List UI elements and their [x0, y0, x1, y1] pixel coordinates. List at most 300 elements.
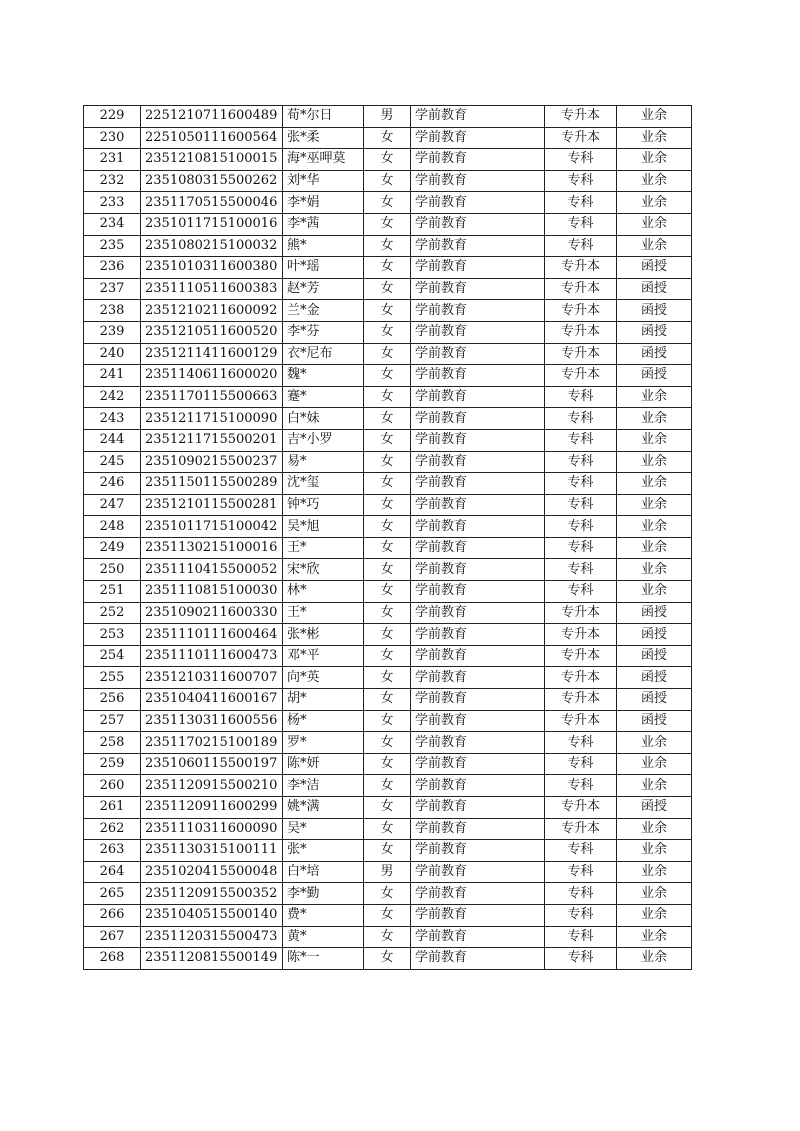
study-mode-cell: 函授 [617, 278, 692, 300]
student-gender-cell: 女 [364, 689, 411, 711]
study-mode-cell: 业余 [617, 235, 692, 257]
student-name-cell: 衣*尼布 [283, 343, 364, 365]
study-mode-cell: 函授 [617, 300, 692, 322]
study-mode-cell: 业余 [617, 581, 692, 603]
student-name-cell: 吉*小罗 [283, 429, 364, 451]
row-number-cell: 249 [84, 537, 141, 559]
student-id-cell: 2351210311600707 [141, 667, 283, 689]
row-number-cell: 239 [84, 321, 141, 343]
student-gender-cell: 女 [364, 365, 411, 387]
student-name-cell: 李*洁 [283, 775, 364, 797]
table-row [84, 192, 692, 214]
student-major-cell: 学前教育 [411, 840, 545, 862]
study-mode-cell: 函授 [617, 624, 692, 646]
table-row [84, 343, 692, 365]
row-number-cell: 243 [84, 408, 141, 430]
study-mode-cell: 业余 [617, 904, 692, 926]
student-id-cell: 2351120915500352 [141, 883, 283, 905]
study-level-cell: 专升本 [545, 797, 617, 819]
row-number-cell: 268 [84, 948, 141, 970]
student-id-cell: 2351150115500289 [141, 473, 283, 495]
row-number-cell: 247 [84, 494, 141, 516]
study-mode-cell: 业余 [617, 192, 692, 214]
student-name-cell: 魏* [283, 365, 364, 387]
student-id-cell: 2351040411600167 [141, 689, 283, 711]
student-id-cell: 2351110311600090 [141, 818, 283, 840]
table-row [84, 883, 692, 905]
table-row [84, 840, 692, 862]
student-gender-cell: 女 [364, 192, 411, 214]
student-gender-cell: 女 [364, 300, 411, 322]
study-level-cell: 专科 [545, 926, 617, 948]
study-mode-cell: 函授 [617, 667, 692, 689]
student-roster-table [83, 105, 692, 970]
row-number-cell: 264 [84, 861, 141, 883]
student-name-cell: 易* [283, 451, 364, 473]
student-name-cell: 李*娟 [283, 192, 364, 214]
student-id-cell: 2351211411600129 [141, 343, 283, 365]
student-id-cell: 2351090211600330 [141, 602, 283, 624]
row-number-cell: 250 [84, 559, 141, 581]
student-major-cell: 学前教育 [411, 710, 545, 732]
student-id-cell: 2351120315500473 [141, 926, 283, 948]
study-level-cell: 专科 [545, 948, 617, 970]
student-name-cell: 张* [283, 840, 364, 862]
student-major-cell: 学前教育 [411, 645, 545, 667]
study-mode-cell: 业余 [617, 127, 692, 149]
student-major-cell: 学前教育 [411, 732, 545, 754]
student-name-cell: 姚*满 [283, 797, 364, 819]
row-number-cell: 232 [84, 170, 141, 192]
row-number-cell: 257 [84, 710, 141, 732]
student-id-cell: 2351090215500237 [141, 451, 283, 473]
study-mode-cell: 业余 [617, 775, 692, 797]
student-id-cell: 2351011715100042 [141, 516, 283, 538]
student-id-cell: 2351210115500281 [141, 494, 283, 516]
row-number-cell: 258 [84, 732, 141, 754]
student-major-cell: 学前教育 [411, 753, 545, 775]
study-level-cell: 专科 [545, 516, 617, 538]
student-gender-cell: 女 [364, 537, 411, 559]
student-name-cell: 吴*旭 [283, 516, 364, 538]
table-row [84, 235, 692, 257]
row-number-cell: 267 [84, 926, 141, 948]
student-name-cell: 沈*玺 [283, 473, 364, 495]
student-major-cell: 学前教育 [411, 818, 545, 840]
table-row [84, 710, 692, 732]
student-id-cell: 2351210511600520 [141, 321, 283, 343]
study-mode-cell: 业余 [617, 732, 692, 754]
student-id-cell: 2251210711600489 [141, 106, 283, 128]
row-number-cell: 229 [84, 106, 141, 128]
table-row [84, 861, 692, 883]
table-row [84, 667, 692, 689]
student-major-cell: 学前教育 [411, 170, 545, 192]
student-major-cell: 学前教育 [411, 926, 545, 948]
student-major-cell: 学前教育 [411, 494, 545, 516]
study-mode-cell: 函授 [617, 343, 692, 365]
row-number-cell: 251 [84, 581, 141, 603]
study-level-cell: 专升本 [545, 343, 617, 365]
study-level-cell: 专升本 [545, 365, 617, 387]
study-level-cell: 专科 [545, 429, 617, 451]
study-mode-cell: 函授 [617, 645, 692, 667]
study-level-cell: 专科 [545, 408, 617, 430]
study-level-cell: 专升本 [545, 106, 617, 128]
study-mode-cell: 业余 [617, 386, 692, 408]
student-gender-cell: 女 [364, 581, 411, 603]
student-major-cell: 学前教育 [411, 559, 545, 581]
study-level-cell: 专科 [545, 861, 617, 883]
study-level-cell: 专科 [545, 883, 617, 905]
study-mode-cell: 业余 [617, 213, 692, 235]
study-mode-cell: 业余 [617, 473, 692, 495]
study-level-cell: 专科 [545, 753, 617, 775]
student-gender-cell: 女 [364, 321, 411, 343]
study-level-cell: 专升本 [545, 667, 617, 689]
row-number-cell: 261 [84, 797, 141, 819]
student-id-cell: 2351110111600473 [141, 645, 283, 667]
table-row [84, 537, 692, 559]
student-id-cell: 2351170215100189 [141, 732, 283, 754]
student-id-cell: 2351110111600464 [141, 624, 283, 646]
student-major-cell: 学前教育 [411, 904, 545, 926]
student-major-cell: 学前教育 [411, 797, 545, 819]
study-mode-cell: 业余 [617, 861, 692, 883]
student-name-cell: 熊* [283, 235, 364, 257]
study-level-cell: 专科 [545, 473, 617, 495]
student-gender-cell: 女 [364, 386, 411, 408]
student-id-cell: 2351080215100032 [141, 235, 283, 257]
student-name-cell: 刘*华 [283, 170, 364, 192]
row-number-cell: 263 [84, 840, 141, 862]
row-number-cell: 231 [84, 149, 141, 171]
student-major-cell: 学前教育 [411, 321, 545, 343]
study-mode-cell: 函授 [617, 257, 692, 279]
student-name-cell: 罗* [283, 732, 364, 754]
student-id-cell: 2351211715100090 [141, 408, 283, 430]
study-level-cell: 专科 [545, 732, 617, 754]
student-name-cell: 赵*芳 [283, 278, 364, 300]
student-id-cell: 2351011715100016 [141, 213, 283, 235]
student-id-cell: 2351060115500197 [141, 753, 283, 775]
study-level-cell: 专科 [545, 170, 617, 192]
row-number-cell: 244 [84, 429, 141, 451]
student-name-cell: 邓*平 [283, 645, 364, 667]
row-number-cell: 235 [84, 235, 141, 257]
study-mode-cell: 函授 [617, 797, 692, 819]
study-mode-cell: 函授 [617, 365, 692, 387]
student-major-cell: 学前教育 [411, 861, 545, 883]
student-name-cell: 向*英 [283, 667, 364, 689]
row-number-cell: 254 [84, 645, 141, 667]
student-name-cell: 宋*欣 [283, 559, 364, 581]
study-level-cell: 专升本 [545, 818, 617, 840]
row-number-cell: 240 [84, 343, 141, 365]
student-name-cell: 林* [283, 581, 364, 603]
table-row [84, 797, 692, 819]
study-level-cell: 专科 [545, 559, 617, 581]
study-level-cell: 专科 [545, 840, 617, 862]
table-row [84, 429, 692, 451]
row-number-cell: 242 [84, 386, 141, 408]
study-level-cell: 专科 [545, 537, 617, 559]
student-major-cell: 学前教育 [411, 192, 545, 214]
student-gender-cell: 女 [364, 170, 411, 192]
student-id-cell: 2351110415500052 [141, 559, 283, 581]
student-name-cell: 胡* [283, 689, 364, 711]
student-gender-cell: 女 [364, 753, 411, 775]
table-row [84, 300, 692, 322]
student-name-cell: 张*柔 [283, 127, 364, 149]
table-row [84, 689, 692, 711]
table-row [84, 386, 692, 408]
row-number-cell: 230 [84, 127, 141, 149]
student-gender-cell: 女 [364, 883, 411, 905]
study-level-cell: 专升本 [545, 624, 617, 646]
student-gender-cell: 女 [364, 645, 411, 667]
study-mode-cell: 业余 [617, 948, 692, 970]
table-row [84, 451, 692, 473]
table-row [84, 753, 692, 775]
student-major-cell: 学前教育 [411, 537, 545, 559]
study-mode-cell: 业余 [617, 818, 692, 840]
row-number-cell: 259 [84, 753, 141, 775]
study-mode-cell: 函授 [617, 689, 692, 711]
student-gender-cell: 女 [364, 624, 411, 646]
student-major-cell: 学前教育 [411, 408, 545, 430]
student-major-cell: 学前教育 [411, 624, 545, 646]
student-name-cell: 吴* [283, 818, 364, 840]
study-level-cell: 专科 [545, 235, 617, 257]
table-row [84, 559, 692, 581]
student-major-cell: 学前教育 [411, 667, 545, 689]
study-level-cell: 专升本 [545, 689, 617, 711]
table-row [84, 516, 692, 538]
study-mode-cell: 业余 [617, 149, 692, 171]
study-level-cell: 专科 [545, 213, 617, 235]
study-level-cell: 专升本 [545, 127, 617, 149]
study-level-cell: 专科 [545, 192, 617, 214]
student-major-cell: 学前教育 [411, 343, 545, 365]
student-gender-cell: 女 [364, 818, 411, 840]
student-name-cell: 王* [283, 537, 364, 559]
table-row [84, 278, 692, 300]
table-row [84, 149, 692, 171]
student-gender-cell: 女 [364, 343, 411, 365]
student-gender-cell: 男 [364, 106, 411, 128]
student-id-cell: 2351080315500262 [141, 170, 283, 192]
student-id-cell: 2351130315100111 [141, 840, 283, 862]
student-name-cell: 李*茜 [283, 213, 364, 235]
student-name-cell: 荀*尔日 [283, 106, 364, 128]
row-number-cell: 246 [84, 473, 141, 495]
student-gender-cell: 女 [364, 473, 411, 495]
row-number-cell: 260 [84, 775, 141, 797]
student-major-cell: 学前教育 [411, 127, 545, 149]
table-row [84, 948, 692, 970]
study-mode-cell: 业余 [617, 883, 692, 905]
table-row [84, 818, 692, 840]
row-number-cell: 248 [84, 516, 141, 538]
student-name-cell: 蹇* [283, 386, 364, 408]
study-mode-cell: 函授 [617, 321, 692, 343]
student-id-cell: 2351110815100030 [141, 581, 283, 603]
study-mode-cell: 业余 [617, 926, 692, 948]
student-gender-cell: 女 [364, 775, 411, 797]
student-major-cell: 学前教育 [411, 300, 545, 322]
row-number-cell: 266 [84, 904, 141, 926]
row-number-cell: 245 [84, 451, 141, 473]
study-mode-cell: 业余 [617, 170, 692, 192]
student-major-cell: 学前教育 [411, 473, 545, 495]
study-mode-cell: 业余 [617, 106, 692, 128]
student-id-cell: 2351210211600092 [141, 300, 283, 322]
row-number-cell: 236 [84, 257, 141, 279]
student-name-cell: 王* [283, 602, 364, 624]
study-level-cell: 专科 [545, 386, 617, 408]
student-gender-cell: 女 [364, 732, 411, 754]
student-major-cell: 学前教育 [411, 257, 545, 279]
row-number-cell: 241 [84, 365, 141, 387]
student-id-cell: 2351130215100016 [141, 537, 283, 559]
student-name-cell: 李*芬 [283, 321, 364, 343]
study-mode-cell: 业余 [617, 516, 692, 538]
student-id-cell: 2351010311600380 [141, 257, 283, 279]
table-row [84, 127, 692, 149]
student-gender-cell: 女 [364, 235, 411, 257]
student-gender-cell: 女 [364, 904, 411, 926]
student-name-cell: 兰*金 [283, 300, 364, 322]
table-row [84, 170, 692, 192]
student-name-cell: 陈*一 [283, 948, 364, 970]
student-major-cell: 学前教育 [411, 948, 545, 970]
row-number-cell: 253 [84, 624, 141, 646]
student-id-cell: 2351130311600556 [141, 710, 283, 732]
table-row [84, 408, 692, 430]
study-level-cell: 专升本 [545, 321, 617, 343]
row-number-cell: 262 [84, 818, 141, 840]
study-mode-cell: 业余 [617, 559, 692, 581]
study-mode-cell: 业余 [617, 494, 692, 516]
row-number-cell: 234 [84, 213, 141, 235]
student-major-cell: 学前教育 [411, 516, 545, 538]
student-id-cell: 2351120815500149 [141, 948, 283, 970]
study-mode-cell: 业余 [617, 429, 692, 451]
row-number-cell: 256 [84, 689, 141, 711]
table-row [84, 732, 692, 754]
student-name-cell: 黄* [283, 926, 364, 948]
table-row [84, 213, 692, 235]
student-id-cell: 2351140611600020 [141, 365, 283, 387]
student-major-cell: 学前教育 [411, 429, 545, 451]
student-gender-cell: 女 [364, 516, 411, 538]
table-row [84, 321, 692, 343]
table-row [84, 775, 692, 797]
student-major-cell: 学前教育 [411, 386, 545, 408]
study-mode-cell: 函授 [617, 710, 692, 732]
study-level-cell: 专升本 [545, 645, 617, 667]
table-row [84, 106, 692, 128]
student-major-cell: 学前教育 [411, 106, 545, 128]
student-gender-cell: 男 [364, 861, 411, 883]
study-mode-cell: 业余 [617, 840, 692, 862]
student-id-cell: 2251050111600564 [141, 127, 283, 149]
student-id-cell: 2351040515500140 [141, 904, 283, 926]
student-major-cell: 学前教育 [411, 149, 545, 171]
student-gender-cell: 女 [364, 797, 411, 819]
table-row [84, 904, 692, 926]
student-name-cell: 海*巫呷莫 [283, 149, 364, 171]
student-gender-cell: 女 [364, 149, 411, 171]
table-row [84, 494, 692, 516]
study-level-cell: 专科 [545, 494, 617, 516]
study-level-cell: 专升本 [545, 710, 617, 732]
row-number-cell: 255 [84, 667, 141, 689]
table-row [84, 581, 692, 603]
student-gender-cell: 女 [364, 926, 411, 948]
student-id-cell: 2351170515500046 [141, 192, 283, 214]
study-level-cell: 专科 [545, 451, 617, 473]
row-number-cell: 265 [84, 883, 141, 905]
study-level-cell: 专升本 [545, 278, 617, 300]
student-name-cell: 白*妹 [283, 408, 364, 430]
roster-body [84, 106, 692, 970]
row-number-cell: 252 [84, 602, 141, 624]
row-number-cell: 233 [84, 192, 141, 214]
student-gender-cell: 女 [364, 840, 411, 862]
row-number-cell: 238 [84, 300, 141, 322]
student-gender-cell: 女 [364, 451, 411, 473]
table-row [84, 257, 692, 279]
student-gender-cell: 女 [364, 127, 411, 149]
student-gender-cell: 女 [364, 602, 411, 624]
student-major-cell: 学前教育 [411, 602, 545, 624]
student-name-cell: 钟*巧 [283, 494, 364, 516]
student-major-cell: 学前教育 [411, 581, 545, 603]
student-gender-cell: 女 [364, 667, 411, 689]
student-id-cell: 2351110511600383 [141, 278, 283, 300]
student-name-cell: 杨* [283, 710, 364, 732]
student-name-cell: 张*彬 [283, 624, 364, 646]
student-id-cell: 2351120915500210 [141, 775, 283, 797]
student-name-cell: 白*培 [283, 861, 364, 883]
student-major-cell: 学前教育 [411, 775, 545, 797]
student-major-cell: 学前教育 [411, 365, 545, 387]
table-row [84, 645, 692, 667]
student-gender-cell: 女 [364, 213, 411, 235]
student-major-cell: 学前教育 [411, 235, 545, 257]
study-level-cell: 专升本 [545, 257, 617, 279]
student-name-cell: 叶*瑶 [283, 257, 364, 279]
student-gender-cell: 女 [364, 408, 411, 430]
study-level-cell: 专科 [545, 904, 617, 926]
student-id-cell: 2351170115500663 [141, 386, 283, 408]
study-mode-cell: 函授 [617, 602, 692, 624]
study-level-cell: 专科 [545, 581, 617, 603]
student-id-cell: 2351120911600299 [141, 797, 283, 819]
study-level-cell: 专升本 [545, 602, 617, 624]
student-id-cell: 2351211715500201 [141, 429, 283, 451]
study-mode-cell: 业余 [617, 408, 692, 430]
study-level-cell: 专科 [545, 775, 617, 797]
student-gender-cell: 女 [364, 559, 411, 581]
student-major-cell: 学前教育 [411, 689, 545, 711]
table-row [84, 624, 692, 646]
table-row [84, 602, 692, 624]
study-mode-cell: 业余 [617, 753, 692, 775]
study-mode-cell: 业余 [617, 451, 692, 473]
